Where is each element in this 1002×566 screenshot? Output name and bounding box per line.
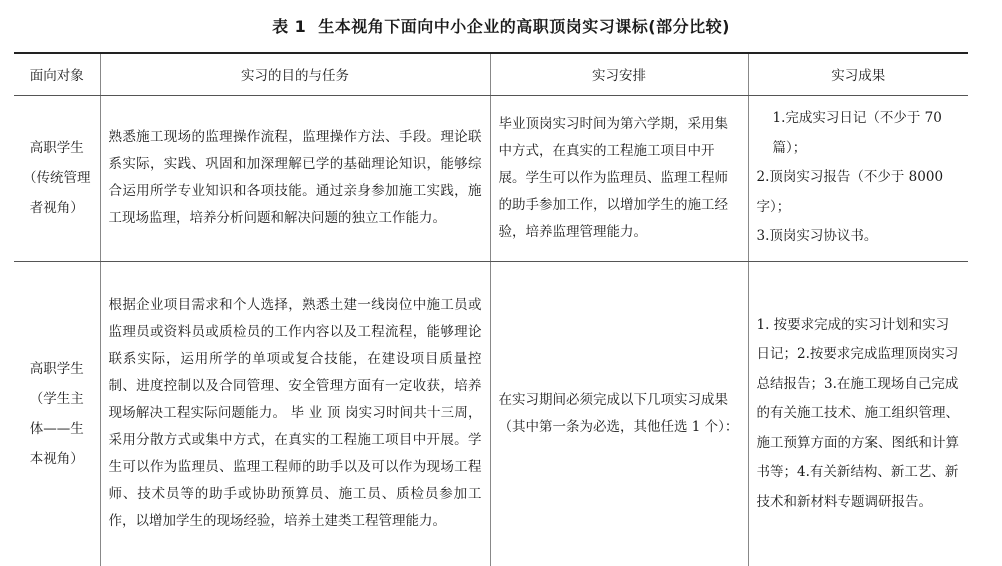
cell-arrangement: 毕业顶岗实习时间为第六学期，采用集中方式，在真实的工程施工项目中开展。学生可以作为监理员、监理工程师的助手参加工作，以增加学生的施工经验，培养监理管理能力。: [490, 95, 748, 261]
table-number: 表 1: [272, 17, 307, 36]
cell-tasks: 根据企业项目需求和个人选择，熟悉土建一线岗位中施工员或监理员或资料员或质检员的工作内容以及工程流程，能够理论联系实际，运用所学的单项或复合技能，在建设项目质量控制、进度控制以及合同管理、安全管理方面有一定收获，培养现场解决工程实际问题能力。 毕 业 顶 岗实习时间共十三周，采用分散方式或集中方式，在真实的工程施工项目中开展。学生可以作为监理员、监理工程师的助手以及可以作为现场工程师、技术员等的助手或协助预算员、施工员、质检员参加工作，以增加学生的现场经验，培养土建类工程管理能力。: [100, 261, 490, 566]
table-header-row: [14, 53, 968, 95]
audience-line: 高职学生: [29, 140, 84, 156]
result-item: 2.顶岗实习报告（不少于 8000 字）；: [756, 169, 944, 215]
result-item: 1.完成实习日记（不少于 70 篇）；: [772, 110, 942, 156]
header-results: 实习成果: [748, 53, 968, 95]
cell-audience: [14, 95, 100, 261]
cell-audience: [14, 261, 100, 566]
cell-results: 1. 按要求完成的实习计划和实习日记；2.按要求完成监理顶岗实习总结报告；3.在施工现场自己完成的有关施工技术、施工组织管理、施工预算方面的方案、图纸和计算书等；4.有关新结构、新工艺、新技术和新材料专题调研报告。: [748, 261, 968, 566]
header-audience: 面向对象: [14, 53, 100, 95]
table-row: [14, 261, 968, 566]
header-tasks: 实习的目的与任务: [100, 53, 490, 95]
audience-line: 高职学生: [29, 360, 84, 377]
audience-line: 体——生: [29, 420, 84, 437]
cell-tasks: 熟悉施工现场的监理操作流程，监理操作方法、手段。理论联系实际，实践、巩固和加深理解已学的基础理论知识，能够综合运用所学专业知识和各项技能。通过亲身参加施工实践，施工现场监理，培养分析问题和解决问题的独立工作能力。: [100, 95, 490, 261]
audience-line: 者视角）: [29, 200, 84, 216]
audience-line: （学生主: [29, 390, 84, 407]
audience-line: （传统管理: [23, 170, 91, 186]
comparison-table: [14, 52, 968, 566]
cell-arrangement: 在实习期间必须完成以下几项实习成果（其中第一条为必选，其他任选 1 个）：: [490, 261, 748, 566]
cell-results: [748, 95, 968, 261]
audience-line: 本视角）: [29, 450, 84, 467]
header-arrangement: 实习安排: [490, 53, 748, 95]
table-row: [14, 95, 968, 261]
result-item: 3.顶岗实习协议书。: [756, 228, 878, 245]
table-title: 生本视角下面向中小企业的高职顶岗实习课标(部分比较): [318, 17, 730, 36]
table-caption: [0, 14, 1002, 37]
